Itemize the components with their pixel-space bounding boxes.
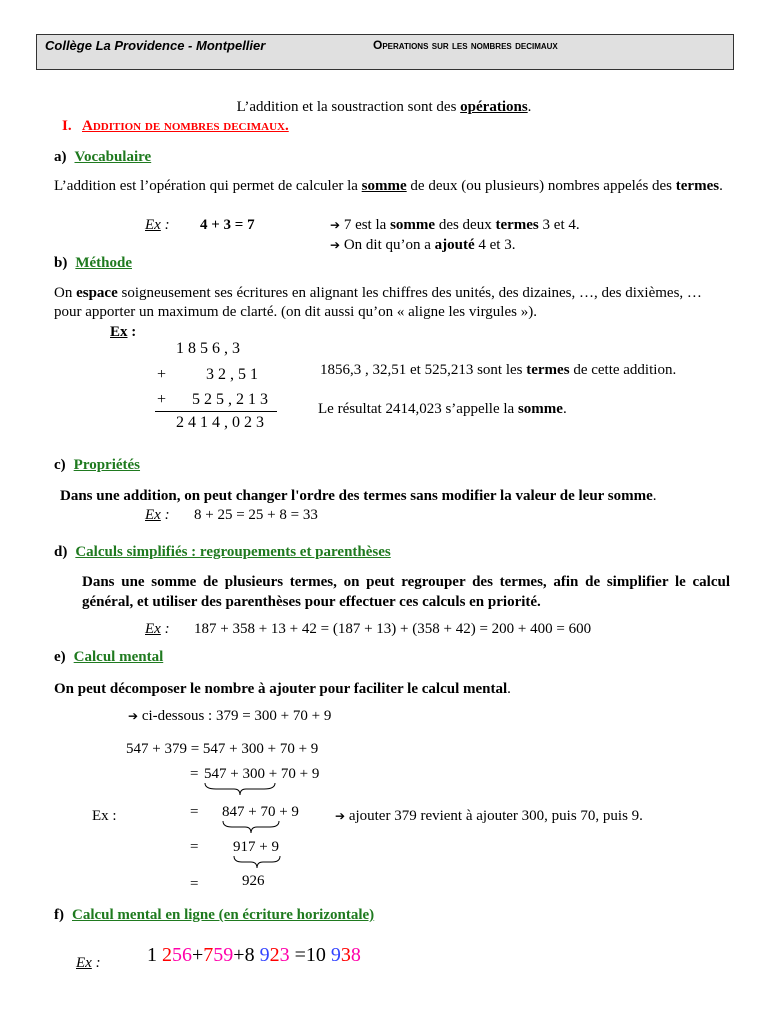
mental-decomposition: ➔ ci-dessous : 379 = 300 + 70 + 9 — [128, 708, 332, 724]
equals-sign: = — [190, 839, 199, 855]
method-line-2: pour apporter un maximum de clarté. (on dit aussi qu’on « aligne les virgules »). — [54, 304, 537, 320]
subheading-simplified: d) Calculs simplifiés : regroupements et parenthèses — [54, 544, 391, 560]
simplified-example-expression: 187 + 358 + 13 + 42 = (187 + 13) + (358 + 42) = 200 + 400 = 600 — [194, 621, 592, 637]
grouping-brace — [204, 782, 276, 796]
subheading-method: b) Méthode — [54, 255, 132, 271]
school-name: Collège La Providence - Montpellier — [45, 38, 266, 53]
method-note-sum: Le résultat 2414,023 s’appelle la somme. — [318, 401, 567, 417]
subheading-vocab: a) Vocabulaire — [54, 149, 152, 165]
method-note-terms: 1856,3 , 32,51 et 525,213 sont les termes de cette addition. — [320, 362, 677, 378]
section-title: Addition de nombres decimaux. — [82, 118, 289, 134]
simplified-example-label: Ex : — [145, 621, 170, 637]
properties-rule: Dans une addition, on peut changer l'ordre des termes sans modifier la valeur de leur somme. — [60, 488, 657, 504]
properties-example-label: Ex : — [145, 507, 170, 523]
addition-term-1: 1856,3 — [176, 340, 244, 357]
plus-sign: + — [157, 366, 171, 383]
plus-sign: + — [157, 391, 171, 408]
equals-sign: = — [190, 876, 199, 892]
equals-sign: = — [190, 766, 199, 782]
mental-result: 926 — [242, 873, 265, 889]
section-number: I. — [62, 118, 72, 134]
grouping-brace — [222, 820, 280, 834]
document-header — [36, 34, 734, 70]
method-line-1: On espace soigneusement ses écritures en alignant les chiffres des unités, des dizaines, …, des dixièmes, … — [54, 285, 702, 301]
subheading-inline: f) Calcul mental en ligne (en écriture horizontale) — [54, 907, 375, 923]
vocab-example-expression: 4 + 3 = 7 — [200, 217, 255, 233]
mental-line-4: 917 + 9 — [233, 839, 279, 855]
document-title: Operations sur les nombres decimaux — [373, 38, 558, 52]
addition-rule — [155, 411, 277, 412]
addition-result: 2414,023 — [176, 414, 268, 431]
properties-example-expression: 8 + 25 = 25 + 8 = 33 — [194, 507, 318, 523]
vocab-note-added: ➔ On dit qu’on a ajouté 4 et 3. — [330, 237, 516, 253]
addition-term-2: 32,51 — [206, 366, 262, 383]
vocab-example-label: Ex : — [145, 217, 170, 233]
equals-sign: = — [190, 804, 199, 820]
intro-sentence: L’addition et la soustraction sont des opérations. — [236, 99, 532, 115]
grouping-brace — [233, 855, 281, 869]
mental-rule: On peut décomposer le nombre à ajouter pour faciliter le calcul mental. — [54, 681, 511, 697]
inline-calculation: 1 256+759+8 923 =10 938 — [147, 944, 361, 966]
simplified-rule: Dans une somme de plusieurs termes, on peut regrouper des termes, afin de simplifier le calcul général, et utiliser des parenthèses pour effectuer ces calculs en priorité. — [82, 574, 730, 610]
arrow-right-icon: ➔ — [330, 238, 341, 252]
mental-note: ➔ ajouter 379 revient à ajouter 300, puis 70, puis 9. — [335, 808, 643, 824]
vocab-note-sum: ➔ 7 est la somme des deux termes 3 et 4. — [330, 217, 580, 233]
mental-line-1: 547 + 379 = 547 + 300 + 70 + 9 — [126, 741, 319, 757]
inline-example-label: Ex : — [76, 955, 101, 971]
method-example-label: Ex : — [110, 324, 137, 340]
mental-line-3: 847 + 70 + 9 — [222, 804, 299, 820]
arrow-right-icon: ➔ — [128, 709, 139, 723]
vocab-paragraph: L’addition est l’opération qui permet de calculer la somme de deux (ou plusieurs) nombres appelés des termes. — [54, 178, 723, 194]
arrow-right-icon: ➔ — [330, 218, 341, 232]
arrow-right-icon: ➔ — [335, 809, 346, 823]
mental-example-label: Ex : — [92, 808, 117, 824]
addition-term-3: 525,213 — [192, 391, 272, 408]
mental-line-2: 547 + 300 + 70 + 9 — [204, 766, 320, 782]
intro-keyword: opérations — [460, 99, 528, 115]
subheading-mental: e) Calcul mental — [54, 649, 164, 665]
subheading-properties: c) Propriétés — [54, 457, 141, 473]
